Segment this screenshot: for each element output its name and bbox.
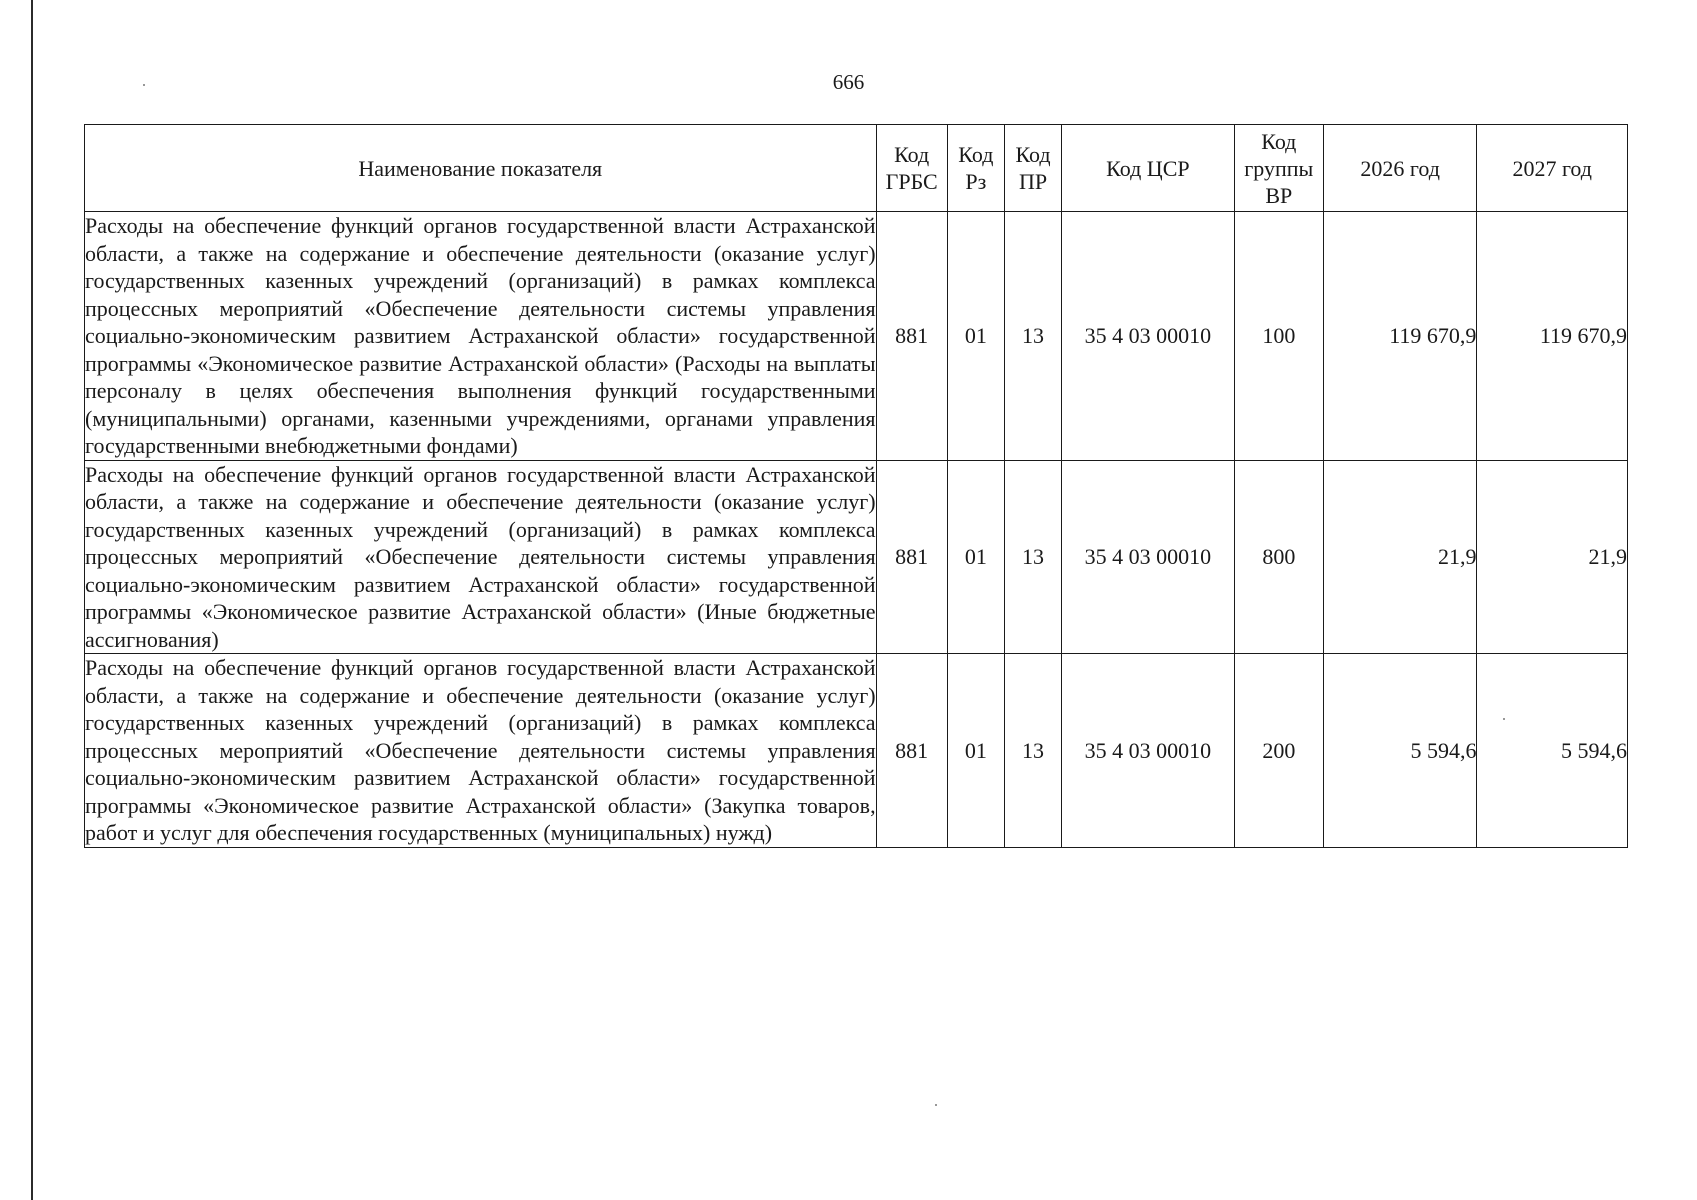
header-csr: Код ЦСР bbox=[1062, 125, 1235, 212]
scan-speck bbox=[935, 1104, 937, 1106]
cell-2027: 5 594,6 bbox=[1477, 654, 1628, 848]
header-grbs: Код ГРБС bbox=[876, 125, 947, 212]
cell-2026: 119 670,9 bbox=[1323, 212, 1476, 461]
cell-pr: 13 bbox=[1004, 654, 1061, 848]
header-rz: Код Рз bbox=[947, 125, 1004, 212]
cell-name: Расходы на обеспечение функций органов государственной власти Астраханской области, а также на содержание и обеспечение деятельности (оказание услуг) государственных казенных учреждений (организаций) в рамках комплекса процессных мероприятий «Обеспечение деятельности системы управления социально-экономическим развитием Астраханской области» государственной программы «Экономическое развитие Астраханской области» (Расходы на выплаты персоналу в целях обеспечения выполнения функций государственными (муниципальными) органами, казенными учреждениями, органами управления государственными внебюджетными фондами) bbox=[85, 213, 876, 458]
header-2026: 2026 год bbox=[1323, 125, 1476, 212]
cell-vr: 800 bbox=[1234, 460, 1323, 654]
header-pr: Код ПР bbox=[1004, 125, 1061, 212]
table-row bbox=[85, 460, 1628, 654]
cell-name: Расходы на обеспечение функций органов государственной власти Астраханской области, а также на содержание и обеспечение деятельности (оказание услуг) государственных казенных учреждений (организаций) в рамках комплекса процессных мероприятий «Обеспечение деятельности системы управления социально-экономическим развитием Астраханской области» государственной программы «Экономическое развитие Астраханской области» (Закупка товаров, работ и услуг для обеспечения государственных (муниципальных) нужд) bbox=[85, 655, 876, 845]
table-header-row bbox=[85, 125, 1628, 212]
cell-2026: 5 594,6 bbox=[1323, 654, 1476, 848]
cell-grbs: 881 bbox=[876, 460, 947, 654]
cell-rz: 01 bbox=[947, 460, 1004, 654]
cell-vr: 200 bbox=[1234, 654, 1323, 848]
cell-2026: 21,9 bbox=[1323, 460, 1476, 654]
cell-csr: 35 4 03 00010 bbox=[1062, 654, 1235, 848]
table-row bbox=[85, 212, 1628, 461]
cell-2027: 119 670,9 bbox=[1477, 212, 1628, 461]
page-number: 666 bbox=[832, 70, 865, 94]
cell-name: Расходы на обеспечение функций органов государственной власти Астраханской области, а также на содержание и обеспечение деятельности (оказание услуг) государственных казенных учреждений (организаций) в рамках комплекса процессных мероприятий «Обеспечение деятельности системы управления социально-экономическим развитием Астраханской области» государственной программы «Экономическое развитие Астраханской области» (Иные бюджетные ассигнования) bbox=[85, 461, 876, 652]
header-name: Наименование показателя bbox=[85, 125, 877, 212]
header-vr: Код группы ВР bbox=[1234, 125, 1323, 212]
cell-grbs: 881 bbox=[876, 212, 947, 461]
cell-pr: 13 bbox=[1004, 212, 1061, 461]
cell-csr: 35 4 03 00010 bbox=[1062, 212, 1235, 461]
cell-grbs: 881 bbox=[876, 654, 947, 848]
cell-rz: 01 bbox=[947, 654, 1004, 848]
header-2027: 2027 год bbox=[1477, 125, 1628, 212]
budget-table bbox=[84, 124, 1628, 848]
cell-rz: 01 bbox=[947, 212, 1004, 461]
cell-vr: 100 bbox=[1234, 212, 1323, 461]
table-row bbox=[85, 654, 1628, 848]
cell-csr: 35 4 03 00010 bbox=[1062, 460, 1235, 654]
scan-edge-line bbox=[31, 0, 33, 1200]
cell-2027: 21,9 bbox=[1477, 460, 1628, 654]
cell-pr: 13 bbox=[1004, 460, 1061, 654]
